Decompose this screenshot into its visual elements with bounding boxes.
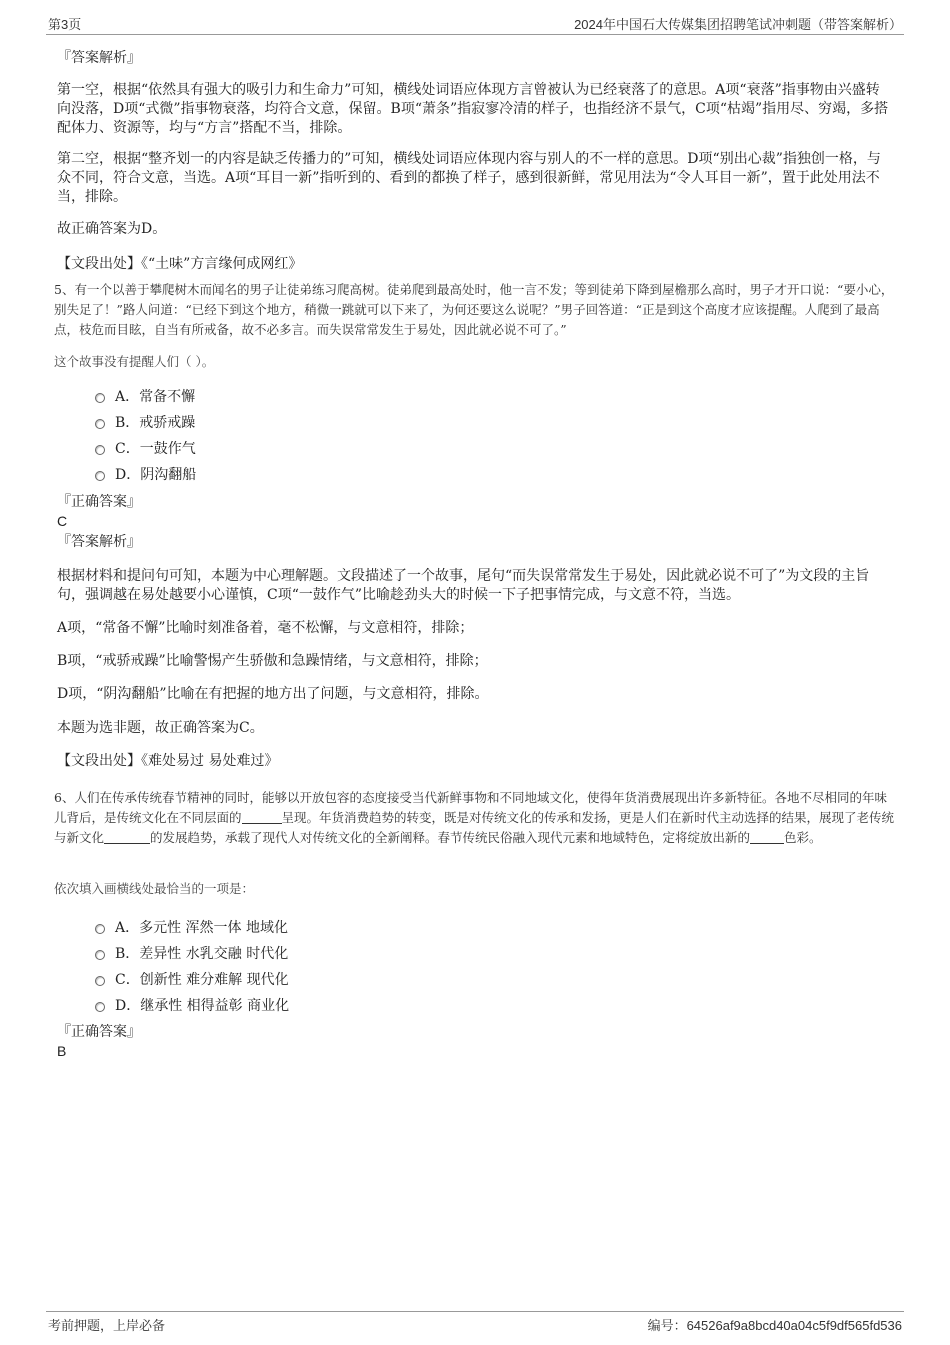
footer-slogan: 考前押题，上岸必备 xyxy=(48,1318,166,1333)
q6-stem xyxy=(54,788,899,848)
radio-icon[interactable] xyxy=(95,950,105,960)
source-title: 《难处易过 易处难过》 xyxy=(141,753,279,769)
q4-source xyxy=(57,255,887,274)
q5-option-b[interactable] xyxy=(95,413,195,433)
q4-analysis-paragraph-2: 第二空，根据“整齐划一的内容是缺乏传播力的”可知，横线处词语应体现内容与别人的不一样的意思。D项“别出心裁”指独创一格，与众不同，符合文意，当选。A项“耳目一新”指听到的、看到的都换了样子，感到很新鲜，常见用法为“令人耳目一新”，置于此处用法不当，排除。 xyxy=(57,151,881,205)
radio-icon[interactable] xyxy=(95,976,105,986)
q5-analysis-option-a: A项，“常备不懈”比喻时刻准备着，毫不松懈，与文意相符，排除； xyxy=(57,620,474,636)
option-label: D．阴沟翻船 xyxy=(115,467,197,483)
page-number: 第3页 xyxy=(48,17,82,32)
source-prefix: 【文段出处】 xyxy=(57,753,141,769)
q5-analysis-option-b: B项，“戒骄戒躁”比喻警惕产生骄傲和急躁情绪，与文意相符，排除； xyxy=(57,653,488,669)
option-label: C．创新性 难分难解 现代化 xyxy=(115,972,289,988)
q5-option-c[interactable] xyxy=(95,439,196,459)
q5-source xyxy=(57,752,887,771)
option-label: A．常备不懈 xyxy=(115,389,196,405)
source-title: 《“土味”方言缘何成网红》 xyxy=(141,256,303,272)
option-label: A．多元性 浑然一体 地域化 xyxy=(115,920,289,936)
option-label: B．差异性 水乳交融 时代化 xyxy=(115,946,289,962)
q6-stem-part-3: 的发展趋势，承载了现代人对传统文化的全新阐释。春节传统民俗融入现代元素和地域特色，定将绽放出新的 xyxy=(150,830,751,845)
q6-option-b[interactable] xyxy=(95,944,288,964)
q6-option-c[interactable] xyxy=(95,970,289,990)
q4-analysis-label: 『答案解析』 xyxy=(57,50,141,66)
q6-stem-part-4: 色彩。 xyxy=(784,830,822,845)
q6-answer: B xyxy=(57,1043,67,1059)
q6-option-a[interactable] xyxy=(95,918,288,938)
q4-analysis-paragraph-1: 第一空，根据“依然具有强大的吸引力和生命力”可知，横线处词语应体现方言曾被认为已经衰落了的意思。A项“衰落”指事物由兴盛转向没落，D项“式微”指事物衰落，均符合文意，保留。B项“萧条”指寂寥冷清的样子，也指经济不景气，C项“枯竭”指用尽、穷竭，多搭配体力、资源等，均与“方言”搭配不当，排除。 xyxy=(57,82,889,136)
document-code: 编号：64526af9a8bcd40a04c5f9df565fd536 xyxy=(647,1318,902,1333)
page-header xyxy=(46,14,904,35)
q5-analysis-option-d: D项，“阴沟翻船”比喻在有把握的地方出了问题，与文意相符，排除。 xyxy=(57,686,489,702)
radio-icon[interactable] xyxy=(95,924,105,934)
q5-correct-label: 『正确答案』 xyxy=(57,494,141,510)
radio-icon[interactable] xyxy=(95,1002,105,1012)
source-prefix: 【文段出处】 xyxy=(57,256,141,272)
radio-icon[interactable] xyxy=(95,471,105,481)
q6-stem-part-1: 6、人们在传承传统春节精神的同时，能够以开放包容的态度接受当代新鲜事物和不同地域文化，使得年货消费展现出许多新特征。各地不尽相同的年味儿背后，是传统文化在不同层面的 xyxy=(54,790,887,825)
q4-analysis-conclusion: 故正确答案为D。 xyxy=(57,221,167,237)
blank-line xyxy=(750,830,784,844)
blank-line xyxy=(242,810,282,824)
q5-option-d[interactable] xyxy=(95,465,196,485)
option-label: D．继承性 相得益彰 商业化 xyxy=(115,998,290,1014)
q6-option-d[interactable] xyxy=(95,996,289,1016)
q5-stem: 5、有一个以善于攀爬树木而闻名的男子让徒弟练习爬高树。徒弟爬到最高处时，他一言不发；等到徒弟下降到屋檐那么高时，男子才开口说：“要小心，别失足了！”路人问道：“已经下到这个地方，稍微一跳就可以下来了，为何还要这么说呢？”男子回答道：“正是到这个高度才应该提醒。人爬到了最高点，枝危而目眩，自当有所戒备，故不必多言。而失误常常发生于易处，因此就必说不可了。” xyxy=(54,282,894,337)
q5-option-a[interactable] xyxy=(95,387,195,407)
q6-correct-label: 『正确答案』 xyxy=(57,1024,141,1040)
q6-question: 依次填入画横线处最恰当的一项是： xyxy=(54,881,255,896)
option-label: B．戒骄戒躁 xyxy=(115,415,196,431)
document-title: 2024年中国石大传媒集团招聘笔试冲刺题（带答案解析） xyxy=(574,17,902,32)
radio-icon[interactable] xyxy=(95,445,105,455)
radio-icon[interactable] xyxy=(95,419,105,429)
option-label: C．一鼓作气 xyxy=(115,441,196,457)
blank-line xyxy=(104,830,150,844)
q6-stem-part-2: 呈现。年货消费趋势的转变，既是对传统文化的传承和发扬，更是人们在新时代主动选择的结果，展现了老传统与新文化 xyxy=(54,810,895,845)
q5-answer: C xyxy=(57,513,68,529)
page-footer xyxy=(46,1311,904,1332)
q5-analysis-label: 『答案解析』 xyxy=(57,534,141,550)
q5-analysis-conclusion: 本题为选非题，故正确答案为C。 xyxy=(57,720,264,736)
q5-question: 这个故事没有提醒人们（ ）。 xyxy=(54,354,215,369)
q5-analysis-paragraph-1: 根据材料和提问句可知，本题为中心理解题。文段描述了一个故事，尾句“而失误常常发生于易处，因此就必说不可了”为文段的主旨句，强调越在易处越要小心谨慎，C项“一鼓作气”比喻趁劲头大的时候一下子把事情完成，与文意不符，当选。 xyxy=(57,568,870,603)
radio-icon[interactable] xyxy=(95,393,105,403)
